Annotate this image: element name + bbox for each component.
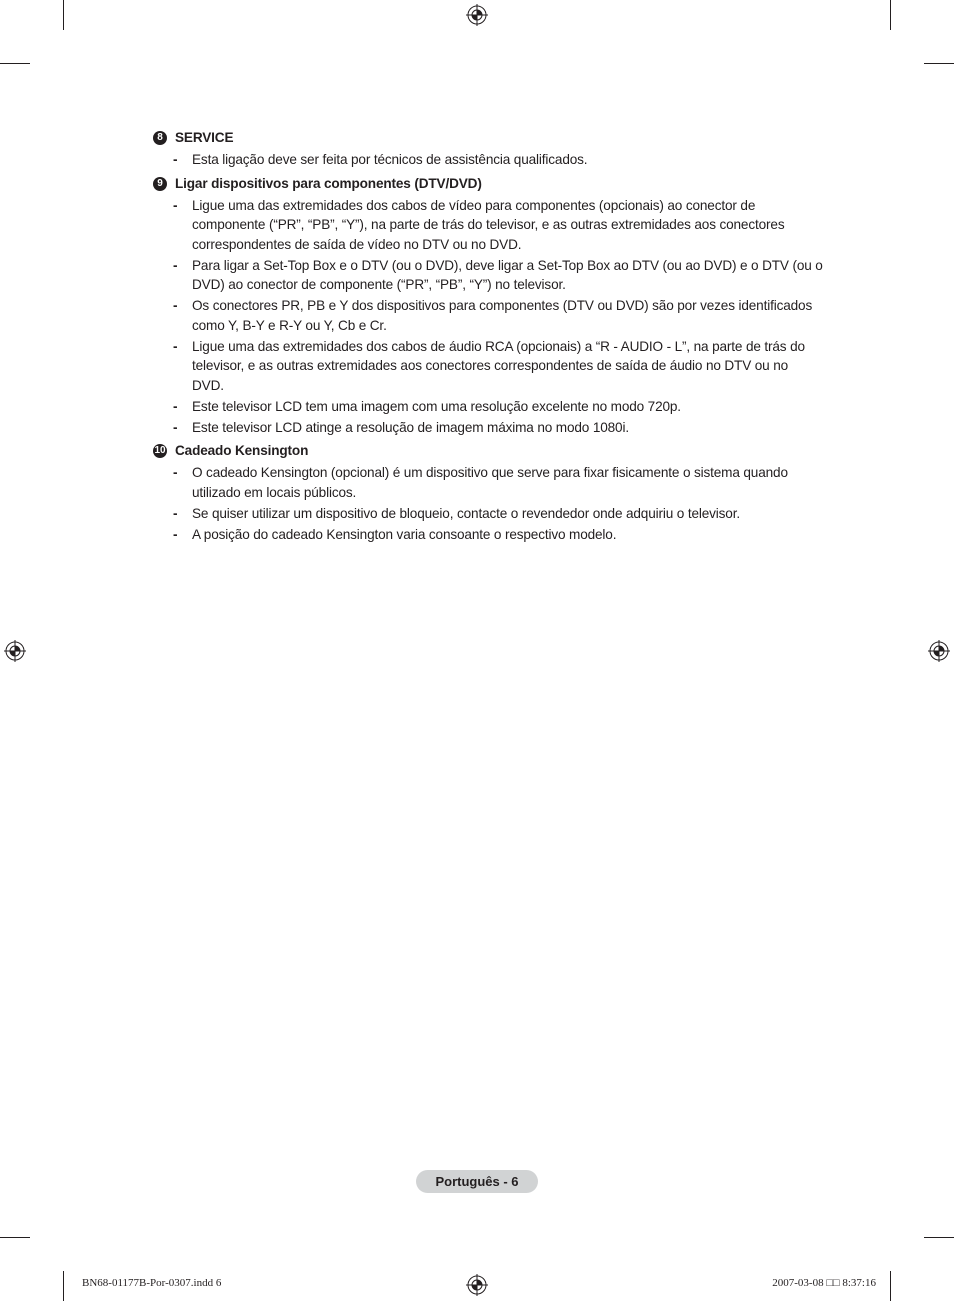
list-item-text: A posição do cadeado Kensington varia consoante o respectivo modelo. xyxy=(192,526,617,542)
registration-mark-icon xyxy=(466,1274,488,1296)
list-item-text: Ligue uma das extremidades dos cabos de áudio RCA (opcionais) a “R - AUDIO - L”, na parte de trás do televisor, e as outras extremidades aos conectores correspondentes de saída de áudio no DTV ou no DVD. xyxy=(192,338,805,393)
registration-mark-icon xyxy=(4,640,26,662)
crop-mark xyxy=(0,1237,30,1238)
bullet-dash: - xyxy=(173,526,178,542)
list-item xyxy=(153,504,823,524)
list-item-text: O cadeado Kensington (opcional) é um dispositivo que serve para fixar fisicamente o sistema quando utilizado em locais públicos. xyxy=(192,465,788,500)
print-slug-timestamp: 2007-03-08 □□ 8:37:16 xyxy=(772,1277,876,1289)
bullet-dash: - xyxy=(173,419,178,435)
section-title: Ligar dispositivos para componentes (DTV/DVD) xyxy=(175,175,482,191)
bullet-dash: - xyxy=(173,257,178,273)
section-number-badge: 9 xyxy=(153,177,167,191)
bullet-dash: - xyxy=(173,505,178,521)
list-item-text: Se quiser utilizar um dispositivo de bloqueio, contacte o revendedor onde adquiriu o televisor. xyxy=(192,505,740,521)
list-item xyxy=(153,296,823,335)
crop-mark xyxy=(63,1271,64,1301)
manual-content xyxy=(153,128,823,548)
list-item xyxy=(153,463,823,502)
crop-mark xyxy=(890,1271,891,1301)
section-title: SERVICE xyxy=(175,130,234,146)
list-item-text: Os conectores PR, PB e Y dos dispositivos para componentes (DTV ou DVD) são por vezes identificados como Y, B-Y e R-Y ou Y, Cb e Cr. xyxy=(192,298,813,333)
print-slug-filename: BN68-01177B-Por-0307.indd 6 xyxy=(82,1277,222,1289)
bullet-dash: - xyxy=(173,197,178,213)
list-item xyxy=(153,196,823,255)
list-item xyxy=(153,150,823,170)
list-item-text: Este televisor LCD atinge a resolução de imagem máxima no modo 1080i. xyxy=(192,419,629,435)
bullet-dash: - xyxy=(173,152,178,167)
section-number-badge: 10 xyxy=(154,445,166,457)
page-number-badge: Português - 6 xyxy=(416,1170,538,1193)
list-item xyxy=(153,397,823,417)
section-service xyxy=(153,128,823,170)
section-kensington-lock xyxy=(153,441,823,544)
list-item-text: Este televisor LCD tem uma imagem com uma resolução excelente no modo 720p. xyxy=(192,398,681,414)
list-item-text: Esta ligação deve ser feita por técnicos de assistência qualificados. xyxy=(192,152,588,167)
list-item-text: Ligue uma das extremidades dos cabos de vídeo para componentes (opcionais) ao conector de componente (“PR”, “PB”, “Y”), na parte de trás do televisor, e as outras extremidades aos conectores correspondentes de saída de vídeo no DTV ou no DVD. xyxy=(192,197,785,252)
list-item-text: Para ligar a Set-Top Box e o DTV (ou o DVD), deve ligar a Set-Top Box ao DTV (ou ao DVD) e o DTV (ou o DVD) ao conector de componente (“PR”, “PB”, “Y”) no televisor. xyxy=(192,257,823,292)
list-item xyxy=(153,337,823,396)
bullet-dash: - xyxy=(173,465,178,480)
crop-mark xyxy=(63,0,64,30)
bullet-dash: - xyxy=(173,398,178,414)
crop-mark xyxy=(924,63,954,64)
section-component-devices xyxy=(153,174,823,438)
section-title: Cadeado Kensington xyxy=(175,443,309,459)
crop-mark xyxy=(0,63,30,64)
registration-mark-icon xyxy=(928,640,950,662)
registration-mark-icon xyxy=(466,4,488,26)
section-number-badge: 8 xyxy=(153,131,167,145)
bullet-dash: - xyxy=(173,298,178,313)
crop-mark xyxy=(924,1237,954,1238)
section-heading xyxy=(153,441,823,461)
list-item xyxy=(153,418,823,438)
bullet-dash: - xyxy=(173,338,178,354)
list-item xyxy=(153,525,823,545)
section-heading xyxy=(153,174,823,194)
list-item xyxy=(153,256,823,295)
section-heading xyxy=(153,128,823,148)
crop-mark xyxy=(890,0,891,30)
